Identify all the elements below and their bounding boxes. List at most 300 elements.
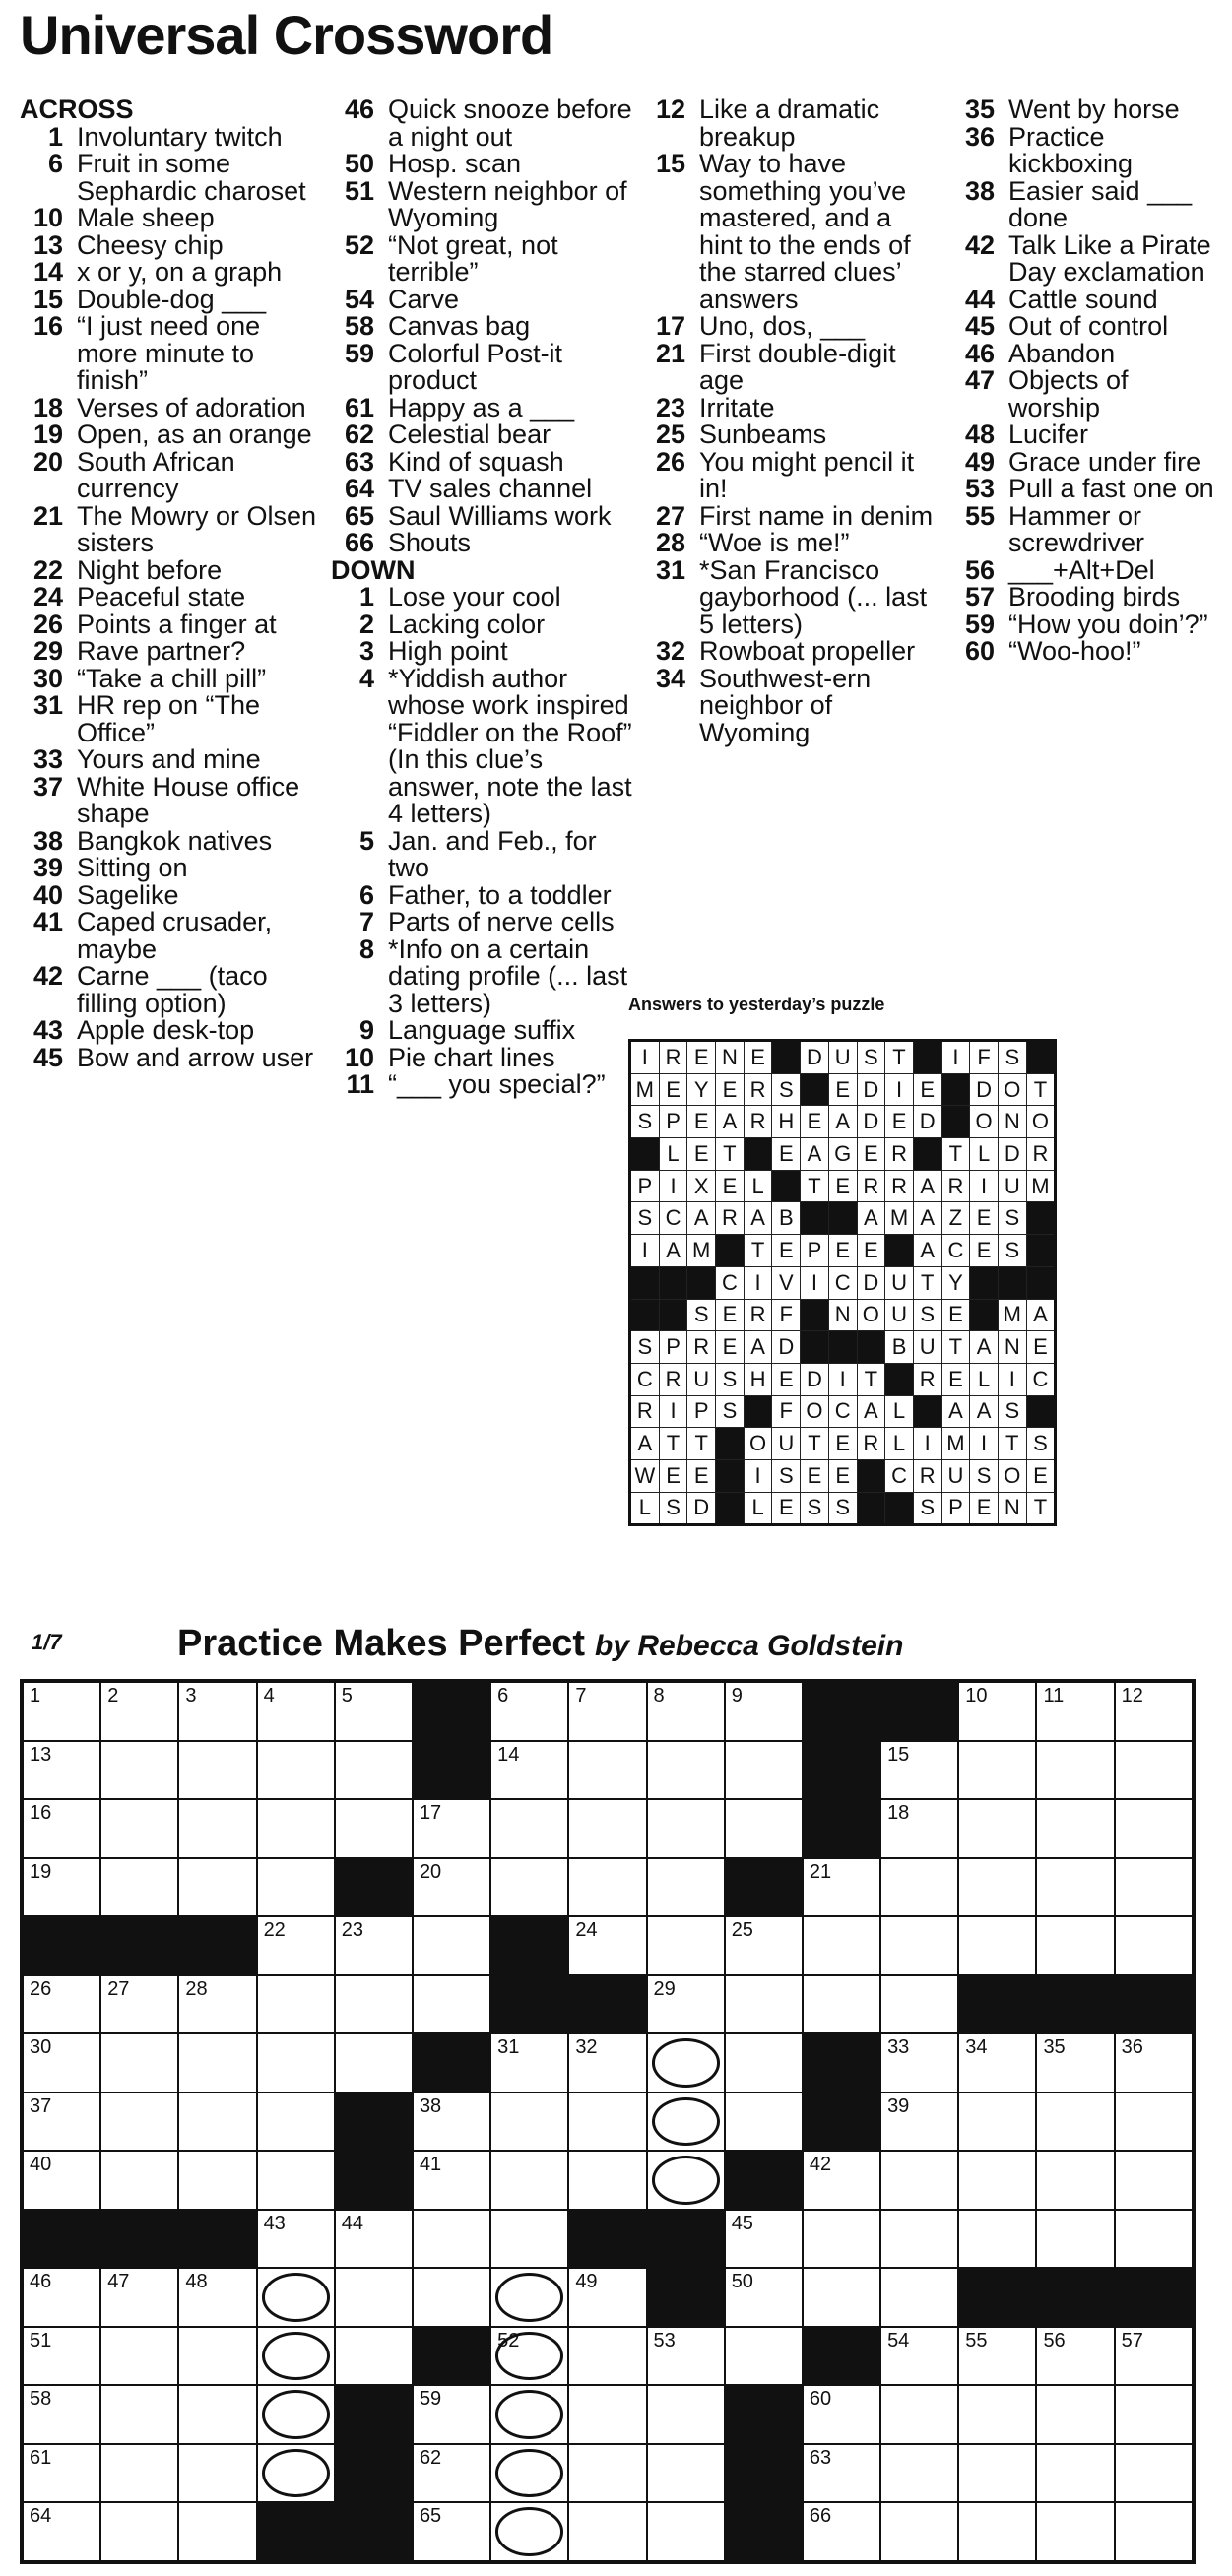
grid-cell[interactable] — [568, 2268, 646, 2327]
clue-text: Happy as a ___ — [388, 392, 575, 422]
grid-cell[interactable] — [178, 2033, 256, 2093]
grid-cell[interactable] — [568, 1681, 646, 1741]
clue-number: 8 — [358, 934, 374, 964]
grid-cell[interactable] — [257, 1681, 335, 1741]
grid-cell[interactable] — [647, 2151, 725, 2210]
grid-cell[interactable] — [1115, 2033, 1194, 2093]
grid-cell[interactable] — [413, 1799, 490, 1858]
grid-cell[interactable] — [490, 1741, 568, 1800]
grid-cell[interactable] — [647, 1741, 725, 1800]
grid-cell[interactable] — [958, 2444, 1036, 2503]
grid-cell[interactable] — [490, 1858, 568, 1917]
cell-number: 10 — [965, 1685, 988, 1707]
grid-cell[interactable] — [725, 2210, 803, 2269]
grid-cell[interactable] — [100, 1858, 178, 1917]
grid-cell[interactable] — [725, 1741, 803, 1800]
grid-cell[interactable] — [413, 2502, 490, 2562]
clue-text: Way to have something you’ve mastered, and a hint to the ends of the starred clues’ answers — [699, 149, 911, 314]
answer-cell: R — [857, 1428, 885, 1460]
answer-cell: C — [941, 1235, 970, 1267]
grid-cell[interactable] — [1036, 1681, 1114, 1741]
grid-cell[interactable] — [100, 1681, 178, 1741]
grid-cell[interactable] — [647, 2502, 725, 2562]
grid-cell[interactable] — [1115, 2444, 1194, 2503]
clue-number: 43 — [32, 1015, 63, 1045]
grid-cell[interactable] — [178, 1858, 256, 1917]
grid-cell[interactable] — [1036, 1916, 1114, 1975]
answer-cell: S — [913, 1299, 941, 1331]
answer-cell: C — [630, 1363, 660, 1395]
clue — [642, 446, 938, 503]
grid-cell[interactable] — [880, 2268, 958, 2327]
grid-cell[interactable] — [880, 2385, 958, 2444]
grid-cell[interactable] — [413, 2151, 490, 2210]
clue-number: 65 — [344, 500, 374, 531]
grid-cell[interactable] — [803, 2385, 880, 2444]
grid-cell[interactable] — [178, 2327, 256, 2386]
answers-grid — [628, 1039, 1057, 1526]
grid-cell[interactable] — [22, 2033, 100, 2093]
clue — [951, 97, 1227, 124]
clue-text: Western neighbor of Wyoming — [388, 175, 627, 232]
grid-cell[interactable] — [257, 2268, 335, 2327]
grid-cell[interactable] — [958, 1858, 1036, 1917]
grid-cell[interactable] — [647, 2327, 725, 2386]
grid-cell[interactable] — [958, 2210, 1036, 2269]
grid-cell[interactable] — [880, 2502, 958, 2562]
grid-cell[interactable] — [100, 2093, 178, 2152]
clue — [20, 392, 325, 422]
grid-cell[interactable] — [880, 1916, 958, 1975]
cell-number: 43 — [263, 2212, 286, 2234]
grid-cell[interactable] — [568, 2502, 646, 2562]
black-square — [568, 1975, 646, 2034]
grid-cell[interactable] — [490, 2210, 568, 2269]
answer-cell: U — [885, 1299, 914, 1331]
answer-cell: L — [885, 1395, 914, 1428]
grid-cell[interactable] — [725, 1799, 803, 1858]
grid-cell[interactable] — [490, 2327, 568, 2386]
black-square — [803, 2033, 880, 2093]
clue-column-2 — [331, 97, 636, 1099]
grid-cell[interactable] — [1036, 2385, 1114, 2444]
grid-cell[interactable] — [725, 2268, 803, 2327]
grid-cell[interactable] — [880, 2151, 958, 2210]
clue — [642, 313, 938, 341]
grid-cell[interactable] — [568, 1916, 646, 1975]
clue — [20, 284, 325, 314]
grid-cell[interactable] — [647, 2033, 725, 2093]
grid-cell[interactable] — [568, 1858, 646, 1917]
clue-text: Irritate — [699, 392, 775, 422]
grid-cell[interactable] — [725, 1916, 803, 1975]
grid-cell[interactable] — [335, 1975, 413, 2034]
grid-cell[interactable] — [178, 2151, 256, 2210]
grid-cell[interactable] — [335, 2327, 413, 2386]
grid-cell[interactable] — [100, 2151, 178, 2210]
grid-cell[interactable] — [490, 2033, 568, 2093]
clue-text: x or y, on a graph — [77, 257, 283, 287]
clue — [951, 500, 1227, 557]
clue-text: “___ you special?” — [388, 1069, 606, 1099]
clue-number: 38 — [32, 825, 63, 856]
grid-cell[interactable] — [100, 1799, 178, 1858]
answer-cell: A — [913, 1235, 941, 1267]
grid-cell[interactable] — [22, 2327, 100, 2386]
answer-cell: C — [828, 1266, 857, 1299]
answer-cell: S — [716, 1363, 745, 1395]
grid-cell[interactable] — [1036, 2444, 1114, 2503]
answer-black-square — [659, 1299, 687, 1331]
grid-cell[interactable] — [1115, 2385, 1194, 2444]
clue-text: Lucifer — [1008, 419, 1089, 449]
grid-cell[interactable] — [958, 2502, 1036, 2562]
grid-cell[interactable] — [178, 1741, 256, 1800]
grid-cell[interactable] — [647, 2444, 725, 2503]
grid-cell[interactable] — [725, 1681, 803, 1741]
grid-cell[interactable] — [22, 1799, 100, 1858]
grid-cell[interactable] — [178, 2268, 256, 2327]
clue — [331, 421, 636, 449]
grid-cell[interactable] — [490, 2151, 568, 2210]
answer-cell: X — [687, 1170, 716, 1202]
grid-cell[interactable] — [958, 2385, 1036, 2444]
grid-cell[interactable] — [1036, 2151, 1114, 2210]
grid-cell[interactable] — [490, 2093, 568, 2152]
answer-cell: A — [857, 1202, 885, 1235]
grid-cell[interactable] — [803, 1916, 880, 1975]
grid-cell[interactable] — [1036, 1858, 1114, 1917]
answer-cell: M — [687, 1235, 716, 1267]
grid-cell[interactable] — [1115, 1799, 1194, 1858]
grid-cell[interactable] — [1115, 1858, 1194, 1917]
clue-text: Out of control — [1008, 311, 1169, 341]
grid-cell[interactable] — [257, 1799, 335, 1858]
grid-cell[interactable] — [413, 2268, 490, 2327]
clue-number: 11 — [346, 1069, 374, 1099]
grid-cell[interactable] — [1115, 2210, 1194, 2269]
grid-cell[interactable] — [257, 1975, 335, 2034]
grid-cell[interactable] — [1115, 2502, 1194, 2562]
grid-cell[interactable] — [22, 1858, 100, 1917]
clue-text: TV sales channel — [388, 474, 593, 503]
grid-cell[interactable] — [335, 1681, 413, 1741]
grid-cell[interactable] — [958, 2033, 1036, 2093]
grid-cell[interactable] — [335, 1916, 413, 1975]
answer-cell: E — [687, 1041, 716, 1074]
cell-number: 46 — [30, 2271, 52, 2292]
grid-cell[interactable] — [257, 2385, 335, 2444]
grid-cell[interactable] — [958, 2151, 1036, 2210]
grid-cell[interactable] — [178, 2444, 256, 2503]
grid-cell[interactable] — [22, 2093, 100, 2152]
clue — [642, 392, 938, 422]
grid-cell[interactable] — [178, 1681, 256, 1741]
grid-cell[interactable] — [257, 1858, 335, 1917]
grid-cell[interactable] — [568, 2033, 646, 2093]
grid-cell[interactable] — [880, 1858, 958, 1917]
grid-cell[interactable] — [100, 2444, 178, 2503]
grid-cell[interactable] — [880, 2444, 958, 2503]
grid-cell[interactable] — [1115, 2151, 1194, 2210]
grid-cell[interactable] — [178, 2502, 256, 2562]
grid-cell[interactable] — [22, 2502, 100, 2562]
answer-cell: S — [998, 1235, 1026, 1267]
black-square — [958, 2268, 1036, 2327]
grid-cell[interactable] — [880, 2327, 958, 2386]
grid-cell[interactable] — [803, 2444, 880, 2503]
grid-cell[interactable] — [100, 2502, 178, 2562]
answer-cell: T — [716, 1138, 745, 1171]
grid-cell[interactable] — [803, 2210, 880, 2269]
grid-cell[interactable] — [958, 2327, 1036, 2386]
grid-cell[interactable] — [647, 1916, 725, 1975]
grid-cell[interactable] — [22, 1975, 100, 2034]
grid-cell[interactable] — [725, 2093, 803, 2152]
clue-number: 44 — [964, 284, 995, 314]
clue-number: 45 — [32, 1042, 63, 1072]
grid-cell[interactable] — [100, 1741, 178, 1800]
grid-cell[interactable] — [22, 1741, 100, 1800]
grid-cell[interactable] — [568, 2151, 646, 2210]
grid-cell[interactable] — [647, 2093, 725, 2152]
clue — [20, 584, 325, 612]
answer-cell: I — [885, 1073, 914, 1106]
grid-cell[interactable] — [958, 2093, 1036, 2152]
grid-cell[interactable] — [647, 1681, 725, 1741]
grid-cell[interactable] — [335, 1799, 413, 1858]
grid-cell[interactable] — [1036, 2033, 1114, 2093]
grid-cell[interactable] — [22, 2151, 100, 2210]
grid-cell[interactable] — [568, 2327, 646, 2386]
answer-cell: L — [630, 1492, 660, 1525]
grid-cell[interactable] — [647, 1858, 725, 1917]
clue-number: 51 — [344, 175, 374, 206]
grid-cell[interactable] — [568, 2444, 646, 2503]
grid-cell[interactable] — [880, 2033, 958, 2093]
grid-cell[interactable] — [335, 2268, 413, 2327]
cell-number: 20 — [419, 1860, 442, 1883]
grid-cell[interactable] — [178, 2385, 256, 2444]
answer-cell: E — [687, 1138, 716, 1171]
grid-cell[interactable] — [647, 1799, 725, 1858]
grid-cell[interactable] — [178, 2093, 256, 2152]
answer-cell: S — [857, 1041, 885, 1074]
grid-cell[interactable] — [647, 1975, 725, 2034]
grid-cell[interactable] — [413, 2444, 490, 2503]
clue — [20, 554, 325, 585]
grid-cell[interactable] — [490, 1681, 568, 1741]
clue — [20, 692, 325, 746]
circle-marker — [652, 2156, 720, 2205]
grid-cell[interactable] — [647, 2385, 725, 2444]
answer-cell: E — [716, 1073, 745, 1106]
grid-cell[interactable] — [880, 1799, 958, 1858]
clue — [642, 500, 938, 531]
answer-black-square — [1026, 1266, 1056, 1299]
grid-cell[interactable] — [803, 2268, 880, 2327]
grid-cell[interactable] — [257, 2210, 335, 2269]
answer-black-square — [1026, 1395, 1056, 1428]
answer-black-square — [772, 1041, 801, 1074]
clue-number: 25 — [655, 419, 685, 449]
grid-cell[interactable] — [803, 2502, 880, 2562]
grid-cell[interactable] — [1036, 2502, 1114, 2562]
grid-cell[interactable] — [413, 1858, 490, 1917]
grid-cell[interactable] — [257, 2151, 335, 2210]
clue-number: 35 — [964, 95, 995, 124]
grid-cell[interactable] — [178, 1975, 256, 2034]
grid-cell[interactable] — [725, 1975, 803, 2034]
grid-cell[interactable] — [568, 1799, 646, 1858]
clue-number: 23 — [655, 392, 685, 422]
clue-number: 6 — [358, 879, 374, 910]
answer-cell: O — [744, 1428, 772, 1460]
cell-number: 63 — [809, 2446, 832, 2469]
grid-cell[interactable] — [568, 2093, 646, 2152]
clue-text: You might pencil it in! — [699, 446, 915, 503]
grid-cell[interactable] — [413, 1975, 490, 2034]
answer-cell: D — [801, 1041, 829, 1074]
grid-cell[interactable] — [880, 2210, 958, 2269]
clue-text: Cheesy chip — [77, 229, 224, 260]
grid-cell[interactable] — [22, 2268, 100, 2327]
grid-cell[interactable] — [1115, 2327, 1194, 2386]
grid-cell[interactable] — [257, 2033, 335, 2093]
answer-cell: E — [970, 1492, 999, 1525]
answer-cell: I — [744, 1266, 772, 1299]
cell-number: 54 — [887, 2329, 910, 2351]
grid-cell[interactable] — [1036, 1741, 1114, 1800]
grid-cell[interactable] — [22, 2385, 100, 2444]
grid-cell[interactable] — [880, 1975, 958, 2034]
grid-cell[interactable] — [413, 2210, 490, 2269]
clue-text: Peaceful state — [77, 582, 246, 612]
clue-number: 40 — [32, 879, 63, 910]
answer-black-square — [716, 1235, 745, 1267]
grid-cell[interactable] — [413, 1916, 490, 1975]
grid-cell[interactable] — [1115, 1916, 1194, 1975]
grid-cell[interactable] — [490, 2268, 568, 2327]
grid-cell[interactable] — [803, 2151, 880, 2210]
clue — [331, 825, 636, 882]
grid-cell[interactable] — [1036, 1799, 1114, 1858]
grid-cell[interactable] — [568, 1741, 646, 1800]
grid-cell[interactable] — [958, 1741, 1036, 1800]
grid-cell[interactable] — [257, 1741, 335, 1800]
clue-number: 46 — [344, 95, 374, 124]
grid-cell[interactable] — [257, 2327, 335, 2386]
grid-cell[interactable] — [1036, 2093, 1114, 2152]
grid-cell[interactable] — [178, 1799, 256, 1858]
answer-cell: S — [659, 1492, 687, 1525]
grid-cell[interactable] — [335, 2210, 413, 2269]
grid-cell[interactable] — [257, 2444, 335, 2503]
answer-cell: M — [1026, 1170, 1056, 1202]
answer-cell: C — [1026, 1363, 1056, 1395]
clue-text: Rowboat propeller — [699, 636, 916, 666]
grid-cell[interactable] — [958, 1916, 1036, 1975]
grid-cell[interactable] — [22, 1681, 100, 1741]
grid-cell[interactable] — [568, 2385, 646, 2444]
clue-number: 3 — [358, 636, 374, 666]
grid-cell[interactable] — [257, 1916, 335, 1975]
grid-cell[interactable] — [1036, 2327, 1114, 2386]
grid-cell[interactable] — [490, 2444, 568, 2503]
answer-cell: U — [941, 1459, 970, 1492]
grid-cell[interactable] — [100, 1975, 178, 2034]
grid-cell[interactable] — [100, 2033, 178, 2093]
grid-cell[interactable] — [1115, 1681, 1194, 1741]
grid-cell[interactable] — [490, 2502, 568, 2562]
answer-cell: T — [885, 1041, 914, 1074]
answer-cell: L — [885, 1428, 914, 1460]
grid-cell[interactable] — [490, 2385, 568, 2444]
cell-number: 6 — [497, 1685, 509, 1707]
grid-cell[interactable] — [22, 2444, 100, 2503]
grid-cell[interactable] — [100, 2268, 178, 2327]
black-square — [725, 2385, 803, 2444]
down-heading: DOWN — [331, 554, 416, 585]
answer-cell: A — [828, 1106, 857, 1138]
answer-cell: E — [1026, 1459, 1056, 1492]
clue-text: Brooding birds — [1008, 582, 1181, 612]
grid-cell[interactable] — [725, 2327, 803, 2386]
grid-cell[interactable] — [725, 2033, 803, 2093]
clue — [20, 205, 325, 232]
clue — [642, 421, 938, 449]
grid-cell[interactable] — [100, 2385, 178, 2444]
clue — [331, 338, 636, 395]
grid-cell[interactable] — [803, 1858, 880, 1917]
grid-cell[interactable] — [490, 1799, 568, 1858]
grid-cell[interactable] — [100, 2327, 178, 2386]
grid-cell[interactable] — [413, 2385, 490, 2444]
answer-cell: E — [828, 1459, 857, 1492]
grid-cell[interactable] — [335, 1741, 413, 1800]
clue-number: 14 — [32, 257, 63, 287]
clue — [331, 663, 636, 828]
grid-cell[interactable] — [958, 1799, 1036, 1858]
clue — [20, 446, 325, 503]
answer-cell: O — [970, 1106, 999, 1138]
grid-cell[interactable] — [803, 1975, 880, 2034]
grid-cell[interactable] — [1115, 1741, 1194, 1800]
grid-cell[interactable] — [880, 1741, 958, 1800]
clue — [951, 446, 1227, 477]
answer-cell: L — [970, 1138, 999, 1171]
clue-number: 63 — [344, 446, 374, 477]
crossword-grid[interactable] — [20, 1679, 1196, 2564]
cell-number: 27 — [107, 1977, 130, 2000]
clue-text: Bow and arrow user — [77, 1042, 314, 1072]
cell-number: 50 — [731, 2271, 753, 2292]
grid-cell[interactable] — [413, 2093, 490, 2152]
grid-cell[interactable] — [1115, 2093, 1194, 2152]
answer-cell: S — [716, 1395, 745, 1428]
answer-cell: O — [857, 1299, 885, 1331]
clue-text: Colorful Post-it product — [388, 338, 563, 395]
cell-number: 40 — [30, 2154, 52, 2175]
answer-cell: T — [801, 1170, 829, 1202]
grid-cell[interactable] — [257, 2093, 335, 2152]
answer-cell: A — [801, 1138, 829, 1171]
grid-cell[interactable] — [958, 1681, 1036, 1741]
grid-cell[interactable] — [335, 2033, 413, 2093]
grid-cell[interactable] — [880, 2093, 958, 2152]
grid-cell[interactable] — [1036, 2210, 1114, 2269]
clue-column-3 — [642, 97, 938, 746]
